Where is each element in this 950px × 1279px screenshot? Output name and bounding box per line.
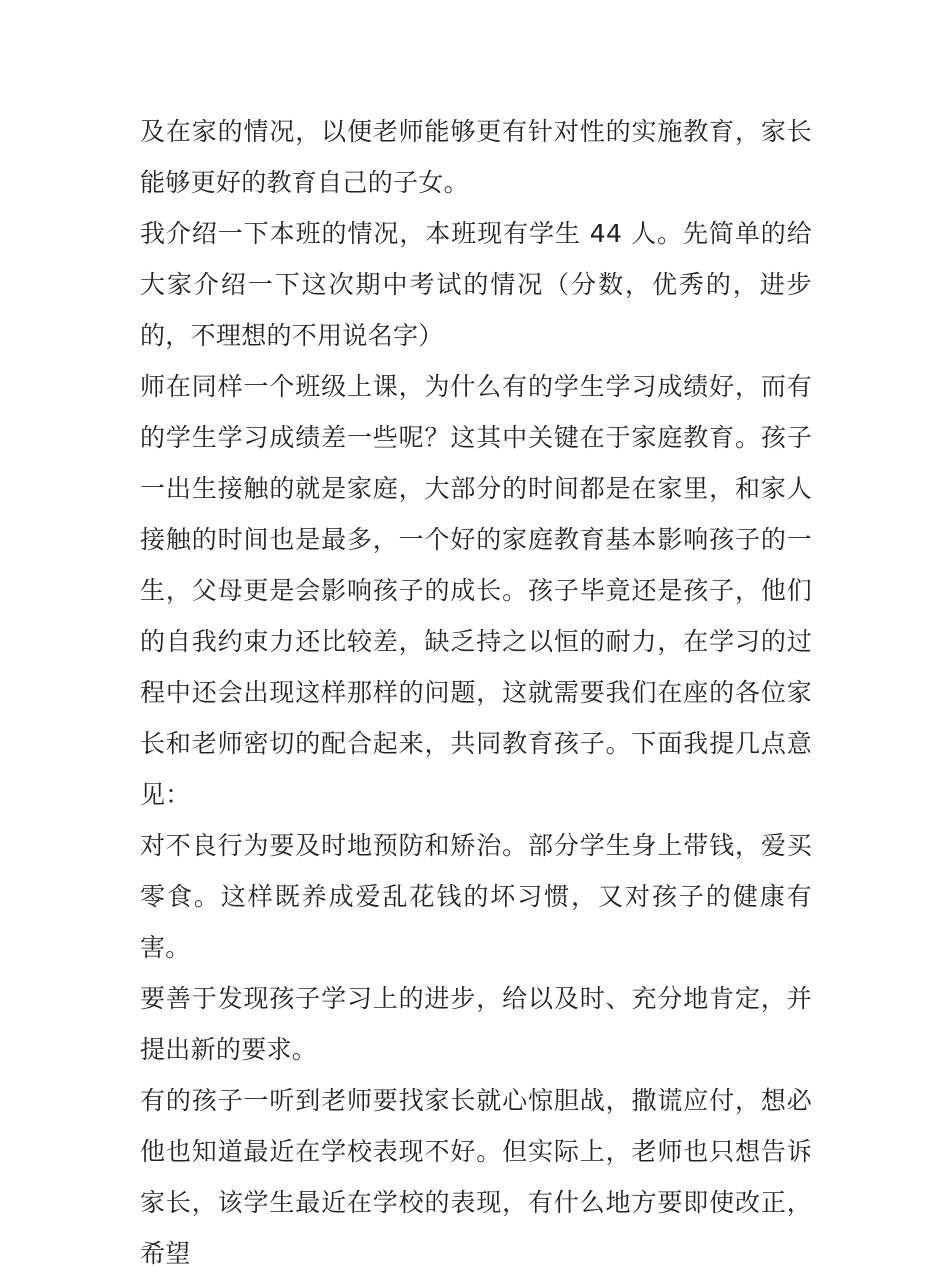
paragraph-bad-behavior: 对不良行为要及时地预防和矫治。部分学生身上带钱，爱买零食。这样既养成爱乱花钱的坏习惯，又对孩子的健康有害。 [140, 831, 812, 962]
paragraph-parent-contact: 有的孩子一听到老师要找家长就心惊胆战，撒谎应付，想必他也知道最近在学校表现不好。但实际上，老师也只想告诉家长，该学生最近在学校的表现，有什么地方要即使改正，希望 [140, 1086, 812, 1268]
document-body [140, 106, 812, 1279]
paragraph-class-introduction: 我介绍一下本班的情况，本班现有学生 44 人。先简单的给大家介绍一下这次期中考试的情况（分数，优秀的，进步的，不理想的不用说名字） [140, 219, 812, 350]
paragraph-family-education: 师在同样一个班级上课，为什么有的学生学习成绩好，而有的学生学习成绩差一些呢？这其中关键在于家庭教育。孩子一出生接触的就是家庭，大部分的时间都是在家里，和家人接触的时间也是最多，一个好的家庭教育基本影响孩子的一生，父母更是会影响孩子的成长。孩子毕竟还是孩子，他们的自我约束力还比较差，缺乏持之以恒的耐力，在学习的过程中还会出现这样那样的问题，这就需要我们在座的各位家长和老师密切的配合起来，共同教育孩子。下面我提几点意见： [140, 372, 812, 809]
paragraph-praise-progress: 要善于发现孩子学习上的进步，给以及时、充分地肯定，并提出新的要求。 [140, 984, 812, 1064]
paragraph-home-situation: 及在家的情况，以便老师能够更有针对性的实施教育，家长能够更好的教育自己的子女。 [140, 117, 812, 197]
